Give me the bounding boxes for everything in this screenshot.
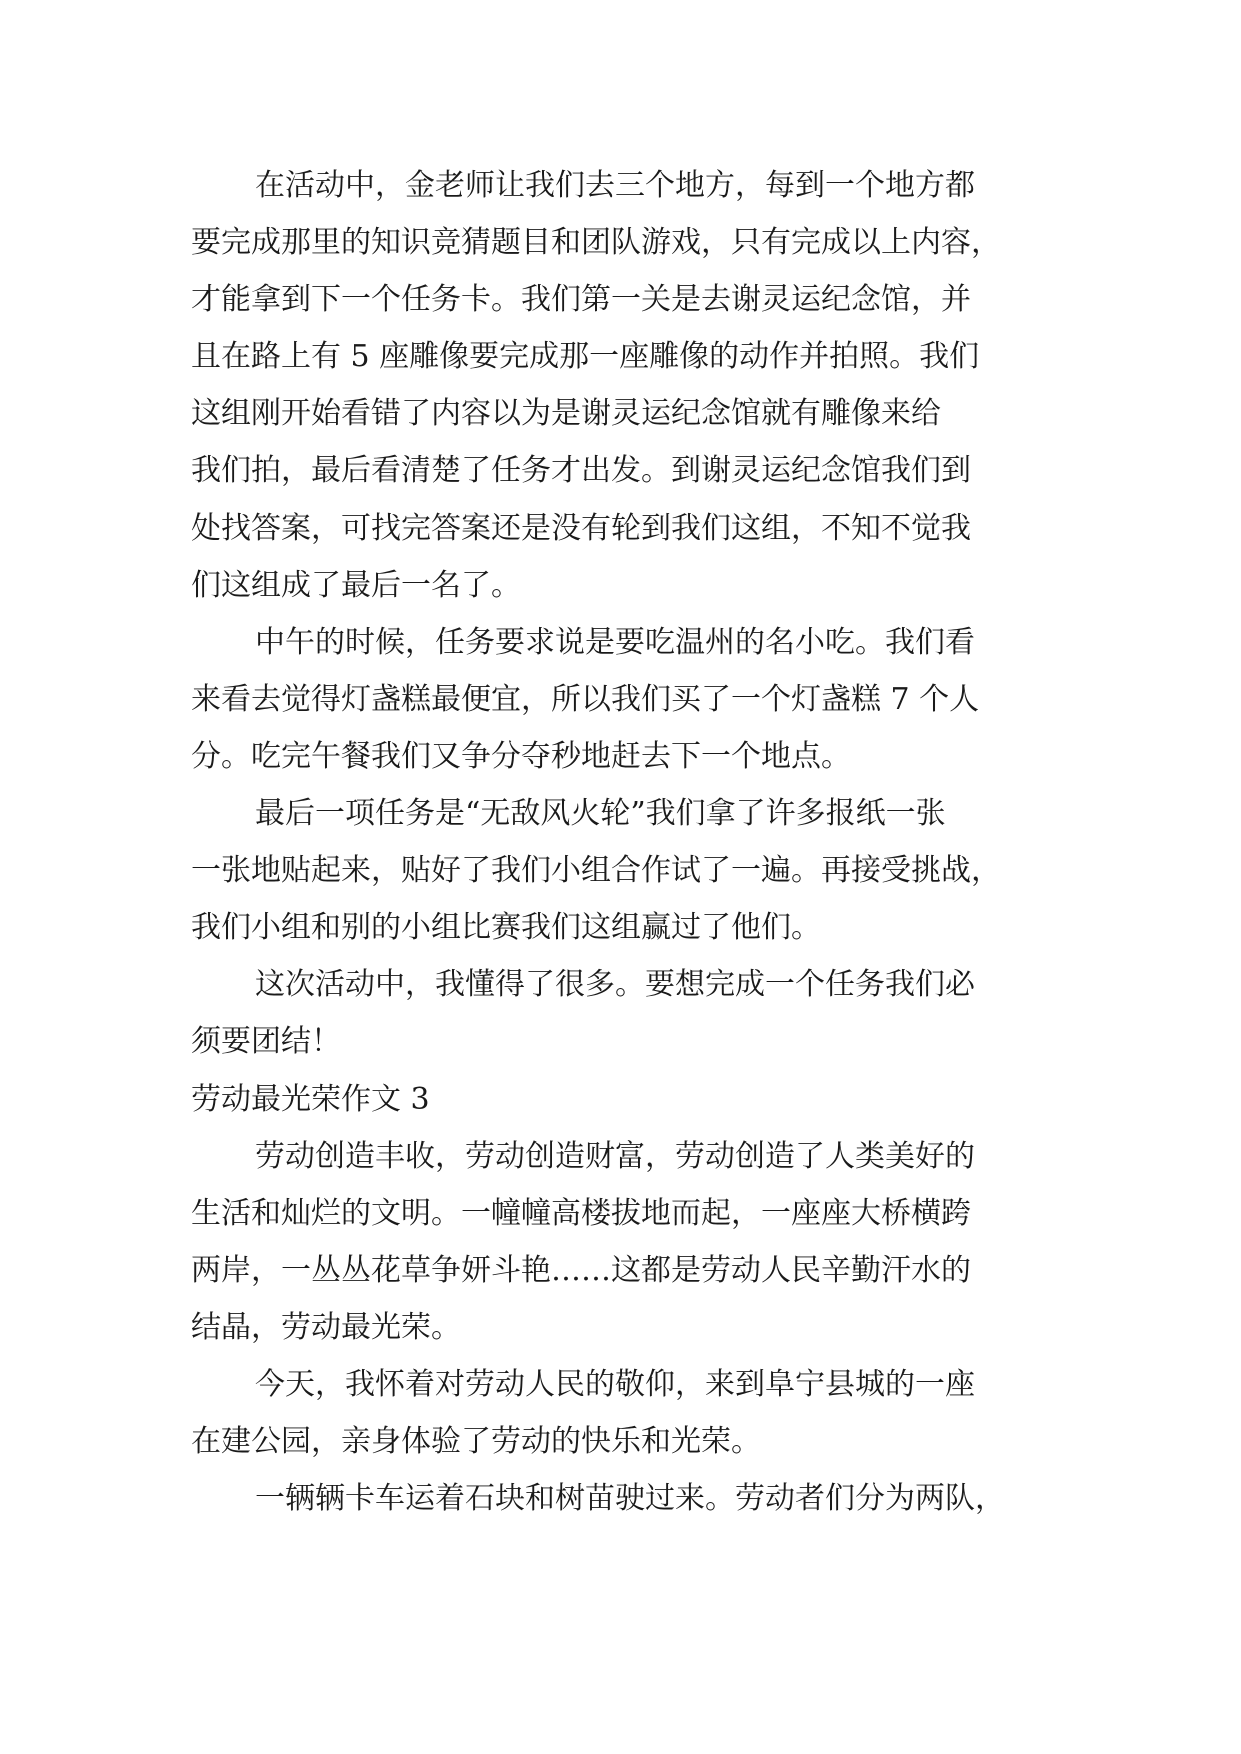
text-line: 在活动中，金老师让我们去三个地方，每到一个地方都 [255, 168, 975, 203]
text-line: 在建公园，亲身体验了劳动的快乐和光荣。 [191, 1424, 761, 1460]
text-line: 生活和灿烂的文明。一幢幢高楼拔地而起，一座座大桥横跨 [191, 1195, 971, 1231]
text-line: 中午的时候，任务要求说是要吃温州的名小吃。我们看 [255, 624, 975, 660]
text-line: 这组刚开始看错了内容以为是谢灵运纪念馆就有雕像来给 [191, 396, 941, 432]
text-line: 两岸，一丛丛花草争妍斗艳……这都是劳动人民辛勤汗水的 [191, 1252, 971, 1288]
text-line: 处找答案，可找完答案还是没有轮到我们这组，不知不觉我 [191, 510, 971, 546]
text-line: 分。吃完午餐我们又争分夺秒地赶去下一个地点。 [191, 738, 851, 774]
text-line: 要完成那里的知识竞猜题目和团队游戏，只有完成以上内容， [191, 225, 1001, 261]
text-line: 们这组成了最后一名了。 [191, 567, 521, 603]
text-line: 一辆辆卡车运着石块和树苗驶过来。劳动者们分为两队， [255, 1481, 1005, 1517]
text-line: 来看去觉得灯盏糕最便宜，所以我们买了一个灯盏糕 7 个人 [191, 681, 980, 717]
text-line: 我们小组和别的小组比赛我们这组赢过了他们。 [191, 910, 821, 946]
text-line: 须要团结！ [191, 1024, 341, 1060]
text-line: 这次活动中，我懂得了很多。要想完成一个任务我们必 [255, 967, 975, 1003]
text-line: 最后一项任务是“无敌风火轮”我们拿了许多报纸一张 [255, 796, 946, 832]
text-line: 且在路上有 5 座雕像要完成那一座雕像的动作并拍照。我们 [191, 339, 980, 375]
text-line: 今天，我怀着对劳动人民的敬仰，来到阜宁县城的一座 [255, 1366, 975, 1402]
text-line: 才能拿到下一个任务卡。我们第一关是去谢灵运纪念馆，并 [191, 282, 971, 318]
section-heading: 劳动最光荣作文 3 [191, 1081, 430, 1117]
document-body [191, 157, 1091, 1527]
text-line: 我们拍，最后看清楚了任务才出发。到谢灵运纪念馆我们到 [191, 453, 971, 489]
text-line: 一张地贴起来，贴好了我们小组合作试了一遍。再接受挑战， [191, 853, 1001, 889]
text-line: 结晶，劳动最光荣。 [191, 1309, 461, 1345]
text-line: 劳动创造丰收，劳动创造财富，劳动创造了人类美好的 [255, 1138, 975, 1174]
